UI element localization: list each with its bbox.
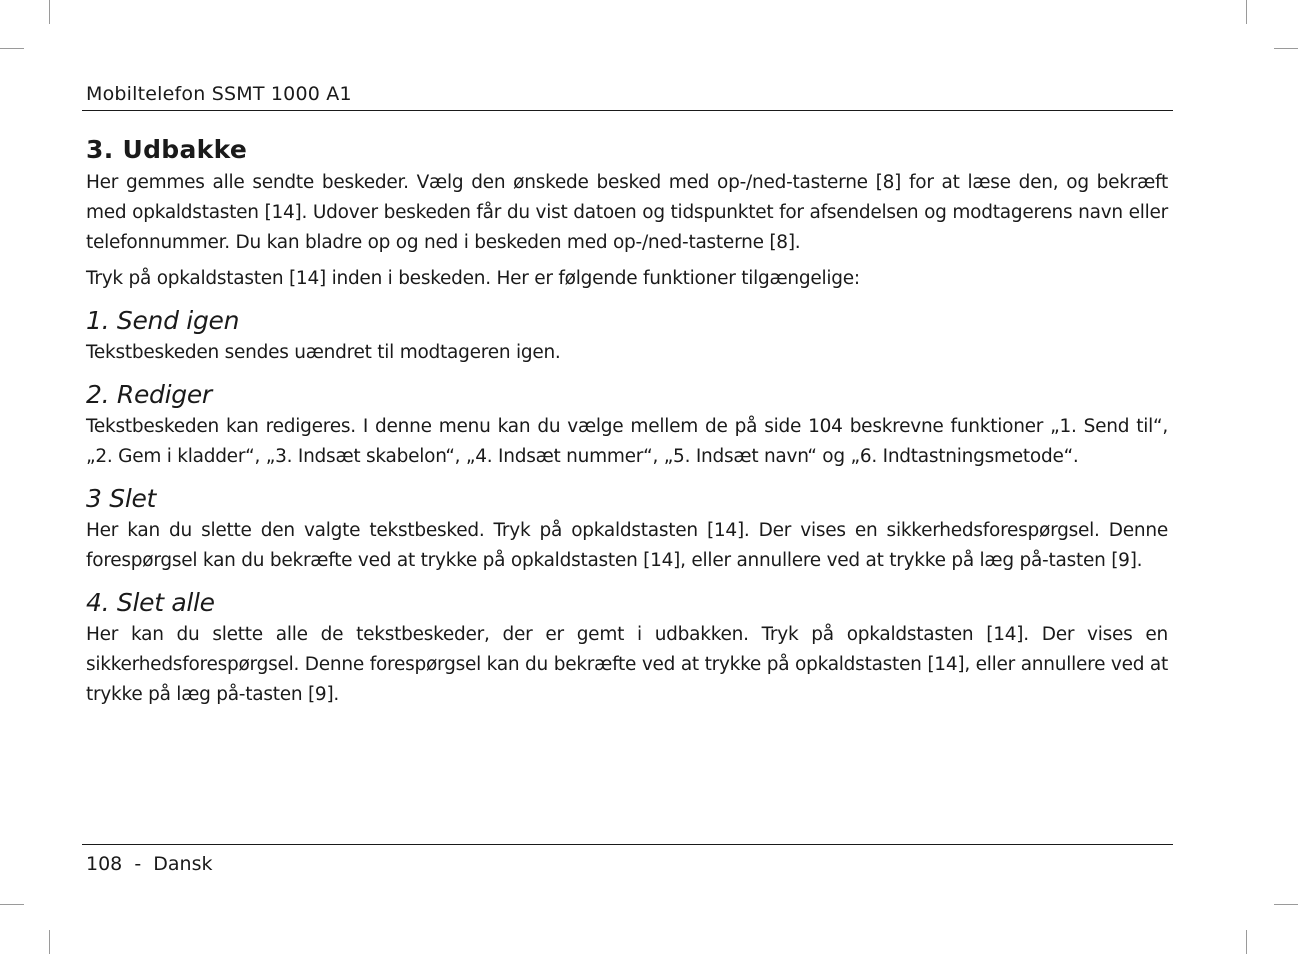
subsection-heading-slet: 3 Slet xyxy=(86,484,157,513)
header-rule xyxy=(82,110,1173,111)
crop-mark-bottom-left-v xyxy=(49,930,50,954)
subsection-text-rediger: Tekstbeskeden kan redigeres. I denne menu kan du vælge mellem de på side 104 beskrevne funktioner „1. Send til“, „2. Gem i kladder“, „3. Indsæt skabelon“, „4. Indsæt nummer“, „5. Indsæt navn“ og „6. Indtastningsmetode“. xyxy=(86,416,1168,467)
footer-language: Dansk xyxy=(153,853,213,875)
subsection-heading-rediger: 2. Rediger xyxy=(86,380,212,409)
subsection-heading-slet-alle: 4. Slet alle xyxy=(86,588,215,617)
page-footer xyxy=(86,852,213,876)
subsection-text-slet: Her kan du slette den valgte tekstbesked. Tryk på opkaldstasten [14]. Der vises en sikkerhedsforespørgsel. Denne forespørgsel kan du bekræfte ved at trykke på opkaldstasten [14], eller annullere ved at trykke på læg på-tasten [9]. xyxy=(86,520,1168,571)
subsection-text-send-igen: Tekstbeskeden sendes uændret til modtageren igen. xyxy=(86,342,561,363)
intro-paragraph-2: Tryk på opkaldstasten [14] inden i beskeden. Her er følgende funktioner tilgængelige: xyxy=(86,268,860,289)
subsection-heading-send-igen: 1. Send igen xyxy=(86,306,240,335)
crop-mark-top-right-v xyxy=(1246,0,1247,24)
running-header: Mobiltelefon SSMT 1000 A1 xyxy=(86,83,352,105)
crop-mark-top-left-v xyxy=(49,0,50,24)
footer-rule xyxy=(82,844,1173,845)
subsection-text-slet-alle: Her kan du slette alle de tekstbeskeder, der er gemt i udbakken. Tryk på opkaldstasten [14]. Der vises en sikkerhedsforespørgsel. Denne forespørgsel kan du bekræfte ved at trykke på opkaldstasten [14], eller annullere ved at trykke på læg på-tasten [9]. xyxy=(86,624,1168,705)
page-number: 108 xyxy=(86,853,123,875)
footer-separator: - xyxy=(122,853,154,875)
page-content xyxy=(86,132,1168,710)
intro-paragraph: Her gemmes alle sendte beskeder. Vælg den ønskede besked med op-/ned-tasterne [8] for at læse den, og bekræft med opkaldstasten [14]. Udover beskeden får du vist datoen og tidspunktet for afsendelsen og modtagerens navn eller telefonnummer. Du kan bladre op og ned i beskeden med op-/ned-tasterne [8]. xyxy=(86,172,1168,253)
crop-mark-bottom-right-v xyxy=(1246,930,1247,954)
crop-mark-bottom-left-h xyxy=(0,904,24,905)
section-heading: 3. Udbakke xyxy=(86,135,248,164)
crop-mark-top-left-h xyxy=(0,48,24,49)
crop-mark-bottom-right-h xyxy=(1274,904,1298,905)
crop-mark-top-right-h xyxy=(1274,48,1298,49)
